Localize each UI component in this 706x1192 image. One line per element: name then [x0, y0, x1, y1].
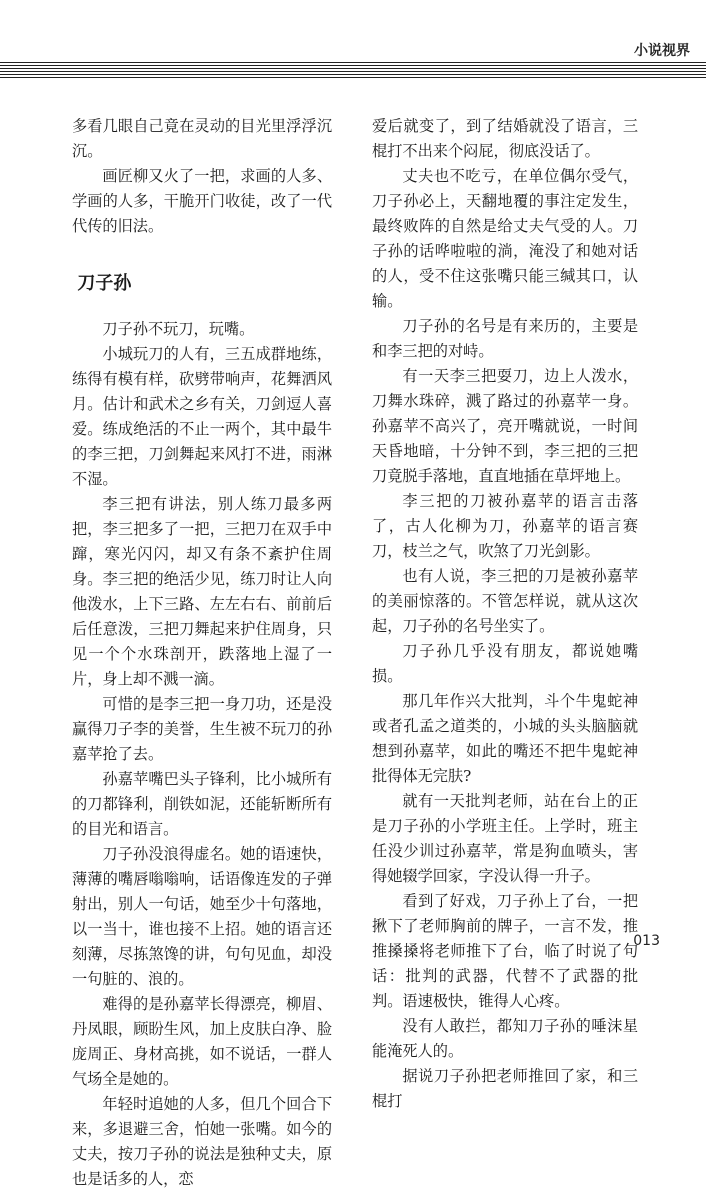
section-title: 小说视界 — [634, 43, 690, 59]
paragraph: 丈夫也不吃亏，在单位偶尔受气，刀子孙必上，天翻地覆的事注定发生，最终败阵的自然是给丈夫气受的人。刀子孙的话哗啦啦的淌，淹没了和她对话的人，受不住这张嘴只能三缄其口，认输。 — [372, 167, 638, 310]
paragraph: 李三把有讲法，别人练刀最多两把，李三把多了一把，三把刀在双手中蹿，寒光闪闪，却又有条不紊护住周身。李三把的绝活少见，练刀时让人向他泼水，上下三路、左左右右、前前后后任意泼，三把刀舞起来护住周身，只见一个个水珠剖开，跌落地上湿了一片，身上却不溅一滴。 — [72, 495, 332, 688]
paragraph: 刀子孙不玩刀，玩嘴。 — [102, 320, 255, 338]
paragraph: 可惜的是李三把一身刀功，还是没赢得刀子李的美誉，生生被不玩刀的孙嘉苹抢了去。 — [72, 695, 332, 763]
paragraph: 孙嘉苹嘴巴头子锋利，比小城所有的刀都锋利，削铁如泥，还能斩断所有的目光和语言。 — [72, 770, 332, 838]
paragraph: 有一天李三把耍刀，边上人泼水，刀舞水珠碎，溅了路过的孙嘉苹一身。孙嘉苹不高兴了，亮开嘴就说，一时间天昏地暗，十分钟不到，李三把的三把刀竟脱手落地，直直地插在草坪地上。 — [372, 367, 638, 485]
paragraph: 李三把的刀被孙嘉苹的语言击落了，古人化柳为刀，孙嘉苹的语言赛刀，枝兰之气，吹煞了刀光剑影。 — [372, 492, 638, 560]
paragraph: 多看几眼自己竟在灵动的目光里浮浮沉沉。 — [72, 117, 332, 160]
paragraph: 就有一天批判老师，站在台上的正是刀子孙的小学班主任。上学时，班主任没少训过孙嘉苹，常是狗血喷头，害得她辍学回家，字没认得一升子。 — [372, 792, 638, 885]
paragraph: 难得的是孙嘉苹长得漂亮，柳眉、丹凤眼，顾盼生风，加上皮肤白净、脸庞周正、身材高挑，如不说话，一群人气场全是她的。 — [72, 995, 332, 1088]
paragraph: 刀子孙几乎没有朋友，都说她嘴损。 — [372, 642, 638, 685]
paragraph: 据说刀子孙把老师推回了家，和三棍打 — [372, 1067, 638, 1110]
paragraph: 小城玩刀的人有，三五成群地练，练得有模有样，砍劈带响声，花舞洒风月。估计和武术之乡有关，刀剑逗人喜爱。练成绝活的不止一两个，其中最牛的李三把，刀剑舞起来风打不进，雨淋不湿。 — [72, 345, 332, 488]
paragraph: 刀子孙没浪得虚名。她的语速快，薄薄的嘴唇嗡嗡响，话语像连发的子弹射出，别人一句话，她至少十句落地，以一当十，谁也接不上招。她的语言还刻薄，尽拣煞馋的讲，句句见血，却没一句脏的、浪的。 — [72, 845, 332, 988]
paragraph: 没有人敢拦，都知刀子孙的唾沫星能淹死人的。 — [372, 1017, 638, 1060]
left-column — [72, 114, 332, 1192]
paragraph: 刀子孙的名号是有来历的，主要是和李三把的对峙。 — [372, 317, 638, 360]
page-number: 013 — [633, 933, 660, 949]
paragraph: 那几年作兴大批判，斗个牛鬼蛇神或者孔孟之道类的，小城的头头脑脑就想到孙嘉苹，如此的嘴还不把牛鬼蛇神批得体无完肤? — [372, 692, 638, 785]
paragraph: 爱后就变了，到了结婚就没了语言，三棍打不出来个闷屁，彻底没话了。 — [372, 117, 638, 160]
paragraph: 年轻时追她的人多，但几个回合下来，多退避三舍，怕她一张嘴。如今的丈夫，按刀子孙的说法是独种丈夫，原也是话多的人，恋 — [72, 1095, 332, 1188]
story-title: 刀子孙 — [77, 273, 132, 294]
paragraph: 也有人说，李三把的刀是被孙嘉苹的美丽惊落的。不管怎样说，就从这次起，刀子孙的名号坐实了。 — [372, 567, 638, 635]
paragraph: 画匠柳又火了一把，求画的人多、学画的人多，干脆开门收徒，改了一代代传的旧法。 — [72, 167, 332, 235]
right-column — [372, 114, 638, 1114]
header-rule — [0, 62, 706, 78]
paragraph: 看到了好戏，刀子孙上了台，一把揪下了老师胸前的牌子，一言不发，推推搡搡将老师推下了台，临了时说了句话：批判的武器，代替不了武器的批判。语速极快，锥得人心疼。 — [372, 892, 638, 1010]
